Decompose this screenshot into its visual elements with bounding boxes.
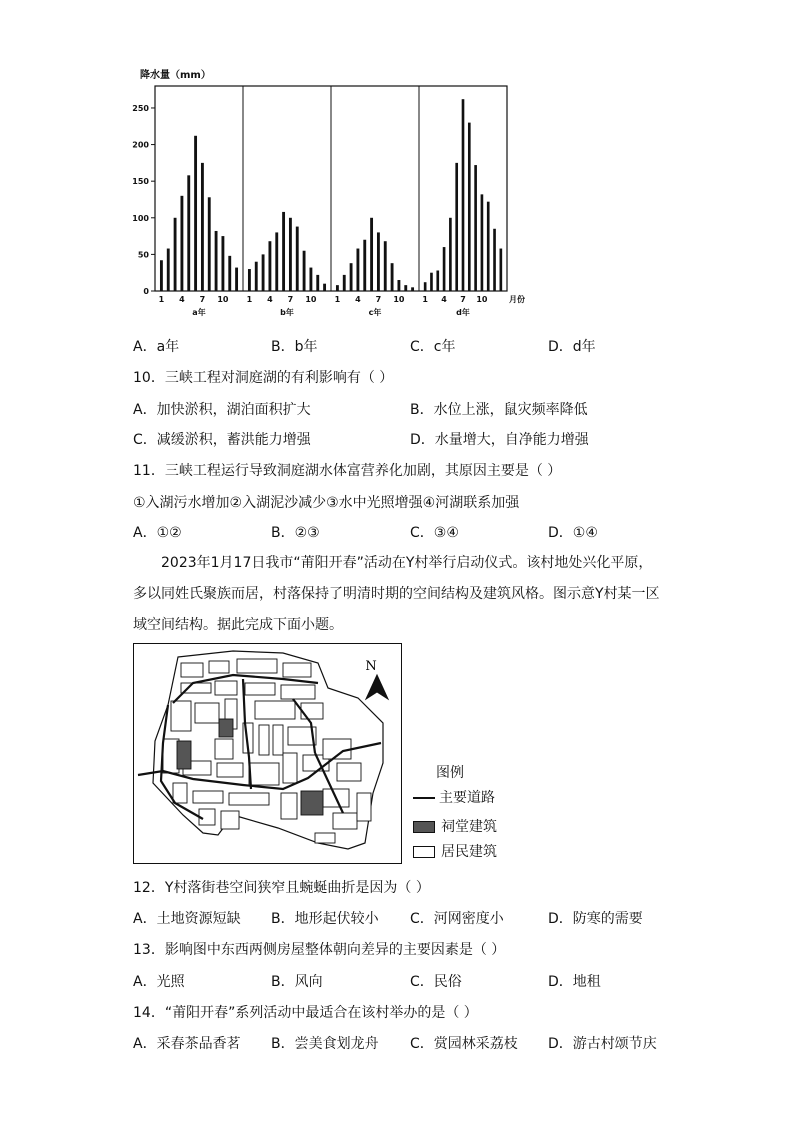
- x-tick-label: 1: [158, 295, 165, 304]
- legend-road-label: 主要道路: [439, 790, 495, 806]
- q9-option-a[interactable]: A．a年: [133, 339, 180, 355]
- x-tick-label: 10: [393, 295, 405, 304]
- bar-4-12: [493, 229, 496, 291]
- bar-4-2: [430, 273, 433, 291]
- bar-1-11: [228, 256, 231, 291]
- y-tick-label: 0: [143, 287, 149, 296]
- bar-2-1: [248, 269, 251, 291]
- q13-option-d[interactable]: D．地租: [548, 974, 601, 990]
- q9-option-c[interactable]: C．c年: [410, 339, 456, 355]
- bar-3-1: [336, 285, 339, 291]
- y-tick-label: 250: [132, 103, 149, 113]
- x-axis-label: 月份: [509, 295, 525, 304]
- bar-2-4: [268, 241, 271, 291]
- north-label: N: [365, 659, 377, 674]
- bar-3-11: [404, 285, 407, 291]
- q14-option-d[interactable]: D．游古村颂节庆: [548, 1036, 657, 1052]
- panel-label-1: a年: [192, 308, 206, 317]
- bar-1-3: [174, 218, 177, 291]
- bar-4-9: [474, 165, 477, 291]
- bar-4-5: [449, 218, 452, 291]
- y-tick-label: 100: [132, 213, 149, 223]
- bar-4-1: [424, 282, 427, 291]
- y-tick-label: 50: [137, 250, 149, 260]
- panel-label-3: c年: [368, 308, 382, 317]
- bar-2-8: [296, 227, 299, 291]
- q12-stem: 12．Y村落街巷空间狭窄且蜿蜒曲折是因为（ ）: [133, 880, 430, 896]
- q11-stem: 11．三峡工程运行导致洞庭湖水体富营养化加剧，其原因主要是（ ）: [133, 463, 562, 479]
- passage-text: 2023年1月17日我市“莆阳开春”活动在Y村举行启动仪式。该村地处兴化平原，多以同姓氏聚族而居，村落保持了明清时期的空间结构及建筑风格。图示意Y村某一区域空间结构。据此完成下面小题。: [133, 555, 660, 633]
- bar-4-4: [443, 247, 446, 291]
- q14-option-c[interactable]: C．赏园林采荔枝: [410, 1036, 518, 1052]
- legend-house-label: 居民建筑: [441, 844, 497, 860]
- bar-1-4: [180, 196, 183, 291]
- y-tick-label: 200: [132, 140, 149, 150]
- bar-3-2: [343, 275, 346, 291]
- road-swatch-icon: [413, 797, 435, 799]
- y-axis-label: 降水量（mm）: [140, 70, 211, 81]
- bar-2-11: [316, 275, 319, 291]
- bar-3-10: [397, 280, 400, 291]
- legend-temple: [413, 816, 497, 836]
- bar-1-5: [187, 175, 190, 291]
- bar-3-3: [350, 263, 353, 291]
- x-tick-label: 4: [267, 295, 273, 304]
- bar-2-3: [262, 254, 265, 291]
- bar-4-8: [468, 123, 471, 291]
- q12-option-d[interactable]: D．防寒的需要: [548, 911, 643, 927]
- q14-option-b[interactable]: B．尝美食划龙舟: [271, 1036, 379, 1052]
- q10-option-d[interactable]: D．水量增大，自净能力增强: [410, 432, 589, 448]
- bar-4-10: [481, 194, 484, 291]
- bar-3-9: [391, 263, 394, 291]
- legend-road: [413, 787, 495, 807]
- x-tick-label: 10: [305, 295, 317, 304]
- q12-option-b[interactable]: B．地形起伏较小: [271, 911, 379, 927]
- bar-2-7: [289, 218, 292, 291]
- q11-option-d[interactable]: D．①④: [548, 525, 598, 541]
- panel-label-2: b年: [280, 308, 294, 317]
- temple-swatch-icon: [413, 821, 435, 833]
- q9-option-b[interactable]: B．b年: [271, 339, 318, 355]
- q13-option-a[interactable]: A．光照: [133, 974, 185, 990]
- bar-1-6: [194, 136, 197, 291]
- bar-1-1: [160, 260, 163, 291]
- legend-temple-label: 祠堂建筑: [441, 819, 497, 835]
- bar-1-8: [208, 197, 211, 291]
- x-tick-label: 4: [441, 295, 447, 304]
- ancestral-hall-2: [177, 741, 191, 769]
- x-tick-label: 7: [287, 295, 294, 304]
- x-tick-label: 4: [179, 295, 185, 304]
- q13-option-c[interactable]: C．民俗: [410, 974, 462, 990]
- x-tick-label: 4: [355, 295, 361, 304]
- legend-house: [413, 841, 497, 861]
- q10-stem: 10．三峡工程对洞庭湖的有利影响有（ ）: [133, 370, 394, 386]
- bar-3-8: [384, 241, 387, 291]
- q11-option-c[interactable]: C．③④: [410, 525, 459, 541]
- q9-option-d[interactable]: D．d年: [548, 339, 596, 355]
- bar-2-6: [282, 212, 285, 291]
- bar-3-5: [363, 240, 366, 291]
- ancestral-hall-1: [219, 719, 233, 737]
- q13-stem: 13．影响图中东西两侧房屋整体朝向差异的主要因素是（ ）: [133, 942, 506, 958]
- bar-1-2: [167, 249, 170, 291]
- bar-3-7: [377, 232, 380, 291]
- panel-label-4: d年: [456, 308, 470, 317]
- bar-1-10: [221, 236, 224, 291]
- bar-4-7: [462, 99, 465, 291]
- q14-option-a[interactable]: A．采春茶品香茗: [133, 1036, 241, 1052]
- passage: [133, 548, 663, 641]
- bar-1-12: [235, 268, 238, 291]
- bar-1-7: [201, 163, 204, 291]
- legend-title: 图例: [436, 765, 464, 781]
- bar-4-13: [500, 249, 503, 291]
- x-tick-label: 1: [334, 295, 341, 304]
- bar-2-5: [275, 232, 278, 291]
- bar-3-4: [356, 249, 359, 291]
- x-tick-label: 1: [246, 295, 253, 304]
- bar-2-2: [255, 262, 258, 291]
- bar-3-12: [411, 287, 414, 291]
- x-tick-label: 10: [476, 295, 488, 304]
- bar-4-3: [436, 271, 439, 292]
- q12-option-c[interactable]: C．河网密度小: [410, 911, 504, 927]
- x-tick-label: 10: [217, 295, 229, 304]
- q10-option-a[interactable]: A．加快淤积，湖泊面积扩大: [133, 402, 311, 418]
- q14-stem: 14．“莆阳开春”系列活动中最适合在该村举办的是（ ）: [133, 1005, 478, 1021]
- x-tick-label: 7: [199, 295, 206, 304]
- q12-option-a[interactable]: A．土地资源短缺: [133, 911, 241, 927]
- bar-2-10: [309, 268, 312, 291]
- x-tick-label: 7: [375, 295, 382, 304]
- q10-option-c[interactable]: C．减缓淤积，蓄洪能力增强: [133, 432, 311, 448]
- q13-option-b[interactable]: B．风向: [271, 974, 323, 990]
- ancestral-hall-3: [301, 791, 323, 815]
- x-tick-label: 7: [460, 295, 466, 304]
- bar-1-9: [215, 231, 218, 291]
- q10-option-b[interactable]: B．水位上涨，鼠灾频率降低: [410, 402, 588, 418]
- y-tick-label: 150: [132, 177, 149, 187]
- house-swatch-icon: [413, 846, 435, 858]
- x-tick-label: 1: [422, 295, 428, 304]
- q11-option-a[interactable]: A．①②: [133, 525, 182, 541]
- q11-option-b[interactable]: B．②③: [271, 525, 320, 541]
- village-map: [133, 643, 403, 865]
- bar-3-6: [370, 218, 373, 291]
- q11-items: ①入湖污水增加②入湖泥沙减少③水中光照增强④河湖联系加强: [133, 495, 520, 511]
- precipitation-chart: [130, 62, 530, 322]
- bar-2-12: [323, 284, 326, 291]
- bar-4-6: [455, 163, 458, 291]
- bar-4-11: [487, 202, 490, 291]
- bar-2-9: [303, 251, 306, 291]
